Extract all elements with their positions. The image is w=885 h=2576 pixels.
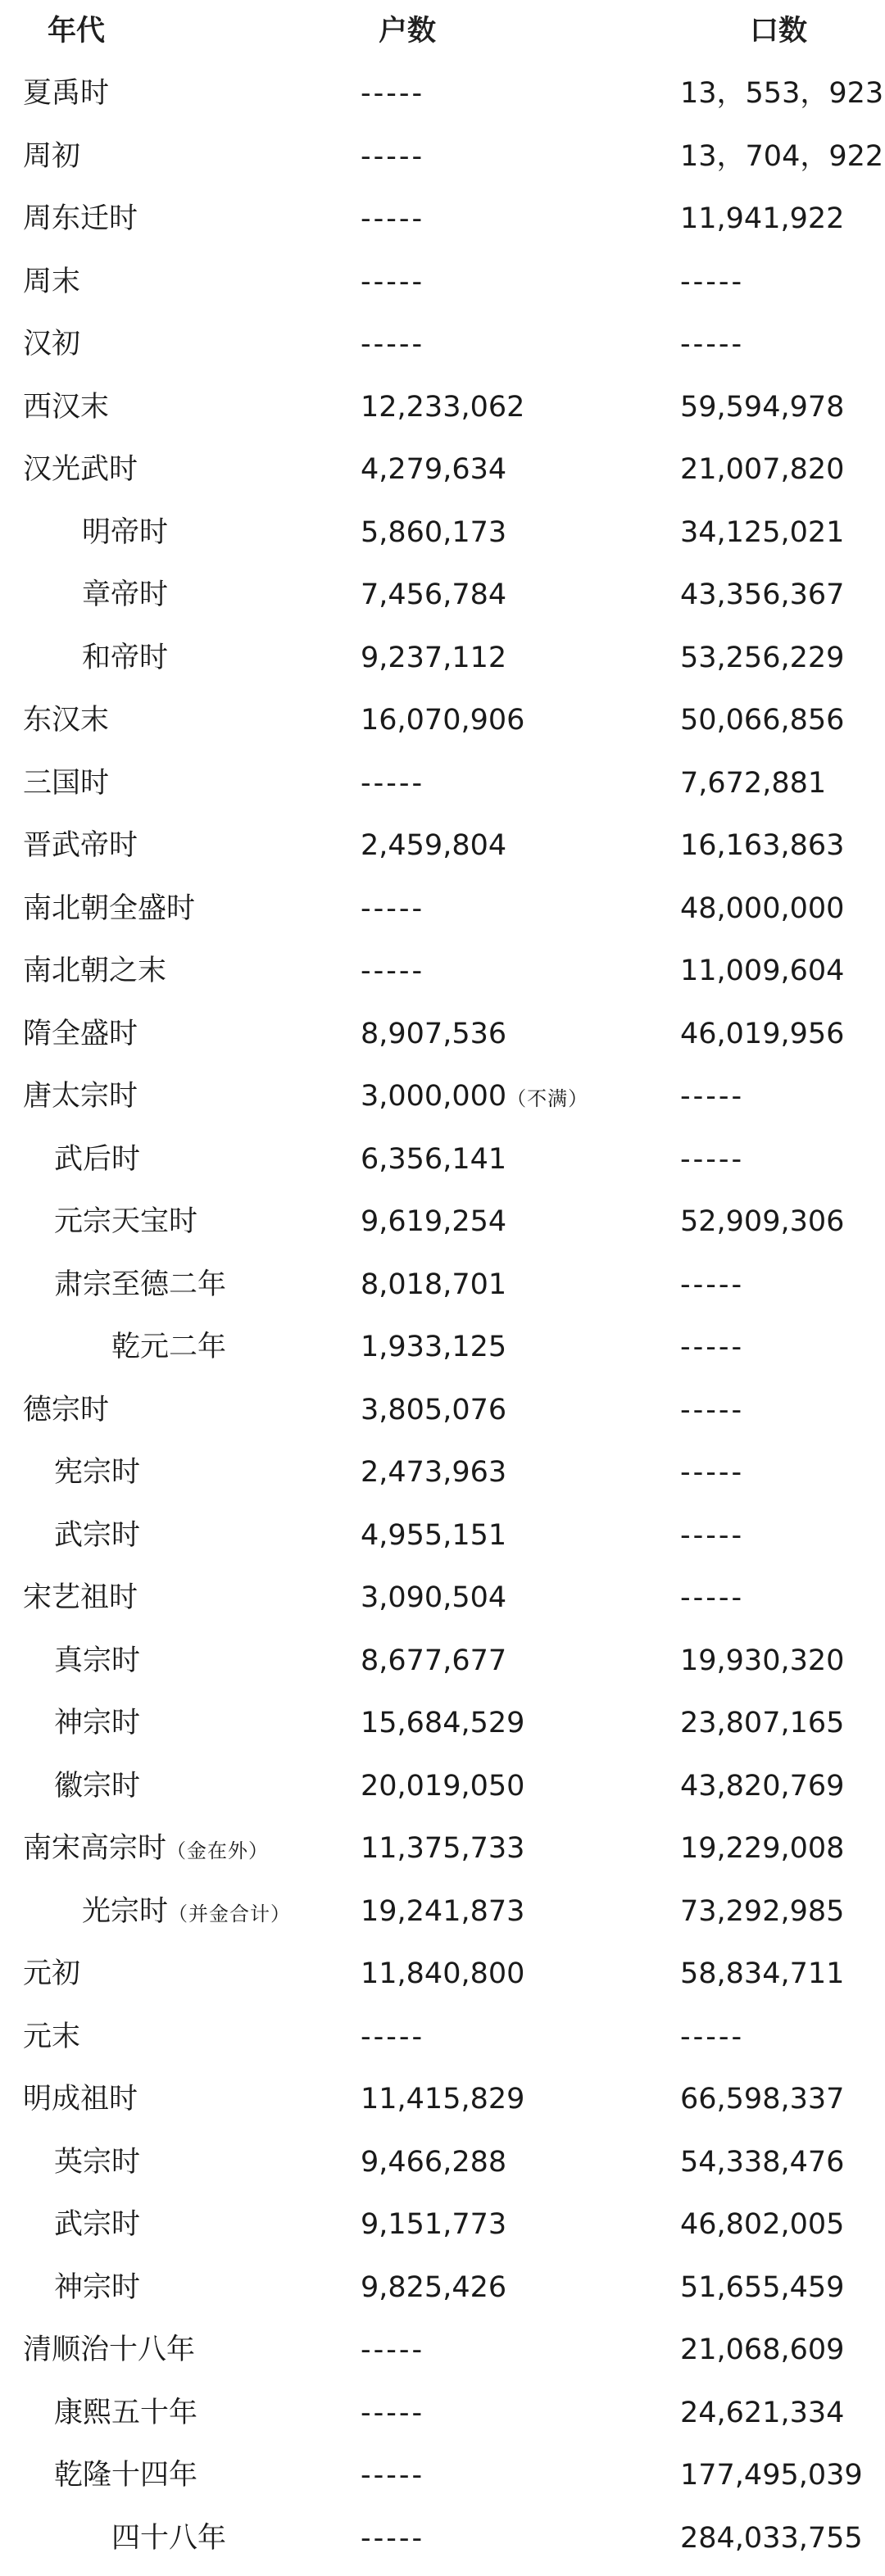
- era-cell: [23, 2507, 226, 2569]
- era-label: 德宗时: [23, 1394, 110, 1426]
- era-cell: [23, 2319, 195, 2381]
- era-label: 元宗天宝时: [54, 1205, 198, 1238]
- era-cell: [23, 1316, 226, 1378]
- households-cell: [361, 2006, 424, 2068]
- households-cell: [361, 313, 424, 375]
- population-value: 19,930,320: [680, 1644, 845, 1677]
- households-value: 8,677,677: [361, 1644, 507, 1677]
- era-label: 武宗时: [54, 1519, 141, 1552]
- population-value: 53,256,229: [680, 642, 845, 674]
- households-value: 3,805,076: [361, 1394, 507, 1426]
- table-row: [0, 1880, 885, 1943]
- era-note: （金在外）: [166, 1839, 270, 1862]
- table-row: [0, 2444, 885, 2506]
- era-cell: [23, 2131, 140, 2193]
- era-label: 徽宗时: [54, 1770, 141, 1803]
- population-value: 7,672,881: [680, 767, 827, 800]
- households-cell: [361, 1817, 524, 1880]
- table-row: [0, 1003, 885, 1065]
- era-label: 肃宗至德二年: [54, 1268, 227, 1301]
- population-value: 50,066,856: [680, 704, 845, 737]
- households-cell: [361, 1003, 506, 1065]
- era-cell: [23, 1190, 197, 1253]
- era-cell: [23, 1692, 140, 1754]
- households-note: （不满）: [506, 1087, 589, 1110]
- households-value: 16,070,906: [361, 704, 525, 737]
- population-value: 43,820,769: [680, 1770, 845, 1803]
- households-cell: [361, 2319, 424, 2381]
- households-cell: [361, 752, 424, 814]
- population-value: 21,007,820: [680, 453, 845, 486]
- era-label: 乾元二年: [111, 1331, 227, 1363]
- households-cell: [361, 689, 524, 751]
- era-cell: [23, 940, 166, 1002]
- table-row: [0, 878, 885, 940]
- population-value: 19,229,008: [680, 1832, 845, 1865]
- era-cell: [23, 1504, 140, 1567]
- households-value: 15,684,529: [361, 1707, 525, 1739]
- table-row: [0, 1254, 885, 1316]
- table-row: [0, 438, 885, 501]
- table-row: [0, 1379, 885, 1441]
- households-value: -----: [361, 140, 425, 173]
- households-value: -----: [361, 767, 425, 800]
- era-cell: [23, 1003, 138, 1065]
- era-cell: [23, 814, 138, 877]
- table-row: [0, 1755, 885, 1817]
- households-cell: [361, 251, 424, 313]
- era-label: 章帝时: [82, 578, 169, 611]
- households-cell: [361, 2131, 506, 2193]
- households-value: 9,151,773: [361, 2208, 507, 2241]
- era-note: （并金合计）: [168, 1903, 292, 1925]
- households-value: -----: [361, 892, 425, 925]
- population-value: -----: [680, 265, 745, 298]
- population-value: 46,802,005: [680, 2208, 845, 2241]
- table-row: [0, 62, 885, 125]
- households-cell: [361, 940, 424, 1002]
- households-cell: [361, 1943, 524, 2005]
- header-population: 口数: [750, 15, 808, 48]
- header-era: 年代: [48, 15, 106, 48]
- era-label: 英宗时: [54, 2146, 141, 2179]
- population-value: 11,009,604: [680, 955, 845, 987]
- households-value: 8,018,701: [361, 1268, 507, 1301]
- households-value: 6,356,141: [361, 1143, 507, 1176]
- households-cell: [361, 188, 424, 250]
- era-cell: [23, 62, 109, 125]
- era-label: 宪宗时: [54, 1456, 141, 1489]
- era-label: 清顺治十八年: [23, 2333, 196, 2366]
- households-value: -----: [361, 77, 425, 110]
- table-row: [0, 125, 885, 188]
- households-value: 4,955,151: [361, 1519, 507, 1552]
- table-row: [0, 627, 885, 689]
- era-cell: [23, 313, 80, 375]
- population-value: -----: [680, 1331, 745, 1363]
- households-cell: [361, 62, 424, 125]
- households-value: -----: [361, 955, 425, 987]
- table-row: [0, 2131, 885, 2193]
- era-cell: [23, 1755, 140, 1817]
- households-cell: [361, 2382, 424, 2444]
- era-cell: [23, 251, 80, 313]
- table-row: [0, 2507, 885, 2569]
- table-row: [0, 1943, 885, 2005]
- era-label: 汉光武时: [23, 453, 138, 486]
- era-label: 南北朝全盛时: [23, 892, 196, 925]
- table-row: [0, 564, 885, 626]
- era-label: 东汉末: [23, 704, 110, 737]
- households-value: -----: [361, 2333, 425, 2366]
- households-value: -----: [361, 265, 425, 298]
- households-cell: [361, 125, 424, 188]
- population-value: 59,594,978: [680, 391, 845, 424]
- households-cell: [361, 2193, 506, 2256]
- era-cell: [23, 188, 138, 250]
- households-value: 5,860,173: [361, 516, 507, 549]
- era-cell: [23, 125, 80, 188]
- era-cell: [23, 1880, 291, 1945]
- households-cell: [361, 1630, 506, 1692]
- households-cell: [361, 2444, 424, 2506]
- table-row: [0, 501, 885, 564]
- population-value: 54,338,476: [680, 2146, 845, 2179]
- households-value: -----: [361, 202, 425, 235]
- era-label: 唐太宗时: [23, 1080, 138, 1113]
- era-cell: [23, 689, 109, 751]
- era-cell: [23, 1943, 80, 2005]
- households-cell: [361, 564, 506, 626]
- population-value: 58,834,711: [680, 1957, 845, 1990]
- population-value: 11,941,922: [680, 202, 845, 235]
- households-value: 7,456,784: [361, 578, 507, 611]
- households-value: -----: [361, 2397, 425, 2429]
- table-row: [0, 1441, 885, 1503]
- households-value: 12,233,062: [361, 391, 525, 424]
- population-value: 23,807,165: [680, 1707, 845, 1739]
- households-value: 9,466,288: [361, 2146, 507, 2179]
- population-value: -----: [680, 1519, 745, 1552]
- era-label: 夏禹时: [23, 77, 110, 110]
- table-row: [0, 1817, 885, 1880]
- table-row: [0, 2193, 885, 2256]
- population-value: -----: [680, 1268, 745, 1301]
- era-cell: [23, 2256, 140, 2319]
- households-cell: [361, 814, 506, 877]
- households-cell: [361, 1504, 506, 1567]
- era-label: 元末: [23, 2020, 81, 2053]
- table-row: [0, 251, 885, 313]
- table-row: [0, 1065, 885, 1127]
- population-value: -----: [680, 1456, 745, 1489]
- era-label: 神宗时: [54, 1707, 141, 1739]
- era-label: 四十八年: [111, 2522, 227, 2555]
- era-label: 乾隆十四年: [54, 2459, 198, 2492]
- households-value: 11,840,800: [361, 1957, 525, 1990]
- era-label: 汉初: [23, 328, 81, 361]
- era-label: 明帝时: [82, 516, 169, 549]
- population-value: 46,019,956: [680, 1018, 845, 1050]
- era-cell: [23, 2382, 197, 2444]
- households-cell: [361, 1316, 506, 1378]
- era-cell: [23, 1441, 140, 1503]
- households-cell: [361, 2507, 424, 2569]
- population-value: 177,495,039: [680, 2459, 863, 2492]
- era-label: 真宗时: [54, 1644, 141, 1677]
- era-cell: [23, 2193, 140, 2256]
- table-row: [0, 2319, 885, 2381]
- population-value: 52,909,306: [680, 1205, 845, 1238]
- households-cell: [361, 376, 524, 438]
- households-value: 2,459,804: [361, 829, 507, 862]
- table-row: [0, 752, 885, 814]
- population-value: 51,655,459: [680, 2271, 845, 2304]
- table-row: [0, 2006, 885, 2068]
- households-value: 9,619,254: [361, 1205, 507, 1238]
- households-value: 9,825,426: [361, 2271, 507, 2304]
- table-header: [0, 0, 885, 62]
- households-value: 4,279,634: [361, 453, 507, 486]
- households-cell: [361, 1065, 588, 1130]
- table-row: [0, 1504, 885, 1567]
- era-cell: [23, 627, 168, 689]
- era-cell: [23, 1817, 269, 1882]
- population-value: 16,163,863: [680, 829, 845, 862]
- population-value: -----: [680, 1394, 745, 1426]
- households-value: -----: [361, 2459, 425, 2492]
- households-cell: [361, 438, 506, 501]
- population-value: 13，553，923: [680, 77, 884, 110]
- header-households: 户数: [379, 15, 437, 48]
- households-cell: [361, 1880, 524, 1943]
- population-value: 73,292,985: [680, 1895, 845, 1928]
- population-value: 24,621,334: [680, 2397, 845, 2429]
- table-row: [0, 1128, 885, 1190]
- population-value: 34,125,021: [680, 516, 845, 549]
- households-cell: [361, 1254, 506, 1316]
- era-label: 南宋高宗时: [23, 1832, 167, 1865]
- era-label: 光宗时: [82, 1895, 169, 1928]
- population-value: -----: [680, 1080, 745, 1113]
- era-cell: [23, 2068, 138, 2130]
- era-label: 晋武帝时: [23, 829, 138, 862]
- households-cell: [361, 501, 506, 564]
- population-value: -----: [680, 328, 745, 361]
- households-cell: [361, 1567, 506, 1629]
- table-row: [0, 2256, 885, 2319]
- era-label: 元初: [23, 1957, 81, 1990]
- households-cell: [361, 2068, 524, 2130]
- population-value: 13，704，922: [680, 140, 884, 173]
- households-value: -----: [361, 2522, 425, 2555]
- population-value: -----: [680, 2020, 745, 2053]
- population-value: 284,033,755: [680, 2522, 863, 2555]
- era-label: 和帝时: [82, 642, 169, 674]
- population-value: 43,356,367: [680, 578, 845, 611]
- table-row: [0, 2068, 885, 2130]
- era-label: 宋艺祖时: [23, 1581, 138, 1614]
- era-label: 西汉末: [23, 391, 110, 424]
- households-value: 3,000,000: [361, 1080, 507, 1113]
- table-row: [0, 1692, 885, 1754]
- households-cell: [361, 1128, 506, 1190]
- era-cell: [23, 1630, 140, 1692]
- era-label: 康熙五十年: [54, 2397, 198, 2429]
- population-value: 21,068,609: [680, 2333, 845, 2366]
- era-label: 神宗时: [54, 2271, 141, 2304]
- era-label: 隋全盛时: [23, 1018, 138, 1050]
- era-cell: [23, 1065, 138, 1127]
- households-cell: [361, 1692, 524, 1754]
- households-value: -----: [361, 328, 425, 361]
- table-row: [0, 1316, 885, 1378]
- era-cell: [23, 2006, 80, 2068]
- households-cell: [361, 1379, 506, 1441]
- table-row: [0, 1567, 885, 1629]
- era-cell: [23, 376, 109, 438]
- households-value: 20,019,050: [361, 1770, 525, 1803]
- households-cell: [361, 878, 424, 940]
- era-cell: [23, 501, 168, 564]
- era-label: 武后时: [54, 1143, 141, 1176]
- households-value: 11,375,733: [361, 1832, 525, 1865]
- era-cell: [23, 564, 168, 626]
- households-value: 19,241,873: [361, 1895, 525, 1928]
- table-row: [0, 188, 885, 250]
- households-value: -----: [361, 2020, 425, 2053]
- era-label: 周东迁时: [23, 202, 138, 235]
- population-value: 48,000,000: [680, 892, 845, 925]
- table-row: [0, 376, 885, 438]
- table-row: [0, 1630, 885, 1692]
- era-cell: [23, 438, 138, 501]
- table-row: [0, 689, 885, 751]
- households-cell: [361, 2256, 506, 2319]
- table-row: [0, 1190, 885, 1253]
- population-value: -----: [680, 1143, 745, 1176]
- population-value: 66,598,337: [680, 2083, 845, 2116]
- era-label: 武宗时: [54, 2208, 141, 2241]
- households-value: 1,933,125: [361, 1331, 507, 1363]
- era-label: 周初: [23, 140, 81, 173]
- households-cell: [361, 627, 506, 689]
- population-value: -----: [680, 1581, 745, 1614]
- era-cell: [23, 752, 109, 814]
- households-cell: [361, 1441, 506, 1503]
- households-cell: [361, 1190, 506, 1253]
- era-label: 南北朝之末: [23, 955, 167, 987]
- era-label: 明成祖时: [23, 2083, 138, 2116]
- era-label: 周末: [23, 265, 81, 298]
- households-value: 3,090,504: [361, 1581, 507, 1614]
- households-value: 2,473,963: [361, 1456, 507, 1489]
- table-row: [0, 2382, 885, 2444]
- era-label: 三国时: [23, 767, 110, 800]
- households-value: 9,237,112: [361, 642, 507, 674]
- households-value: 8,907,536: [361, 1018, 507, 1050]
- table-row: [0, 814, 885, 877]
- households-cell: [361, 1755, 524, 1817]
- era-cell: [23, 1128, 140, 1190]
- households-value: 11,415,829: [361, 2083, 525, 2116]
- era-cell: [23, 878, 195, 940]
- era-cell: [23, 1254, 226, 1316]
- era-cell: [23, 1379, 109, 1441]
- table-row: [0, 940, 885, 1002]
- era-cell: [23, 2444, 197, 2506]
- era-cell: [23, 1567, 138, 1629]
- table-row: [0, 313, 885, 375]
